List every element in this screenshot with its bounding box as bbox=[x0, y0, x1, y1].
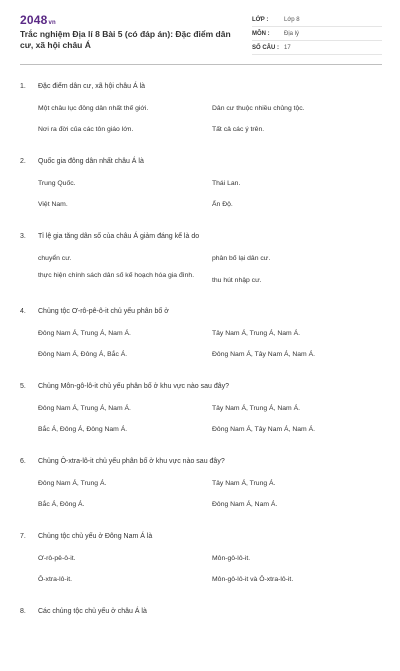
answer-option[interactable]: Việt Nam. bbox=[38, 201, 68, 208]
question-text: Chủng Ô-xtra-lô-it chủ yếu phân bố ở khu vực nào sau đây? bbox=[38, 458, 225, 465]
question-number: 6. bbox=[20, 458, 26, 465]
answer-option[interactable]: Tây Nam Á, Trung Á, Nam Á. bbox=[212, 330, 301, 337]
answer-option[interactable]: Đông Nam Á, Nam Á. bbox=[212, 501, 278, 508]
answer-option[interactable]: Bắc Á, Đông Á. bbox=[38, 501, 85, 508]
question-number: 2. bbox=[20, 158, 26, 165]
answer-option[interactable]: Thái Lan. bbox=[212, 180, 241, 187]
question-text: Tỉ lệ gia tăng dân số của châu Á giảm đáng kể là do bbox=[38, 233, 200, 240]
question-number: 3. bbox=[20, 233, 26, 240]
question-number: 8. bbox=[20, 608, 26, 615]
answer-option[interactable]: Đông Nam Á, Đông Á, Bắc Á. bbox=[38, 351, 128, 358]
quiz-info-panel bbox=[252, 13, 382, 55]
answer-option[interactable]: thực hiện chính sách dân số kế hoạch hóa gia đình. bbox=[38, 272, 195, 279]
page-title: Trắc nghiệm Địa lí 8 Bài 5 (có đáp án): Đặc điểm dân cư, xã hội châu Á bbox=[20, 29, 231, 50]
page-header bbox=[0, 0, 400, 62]
answer-option[interactable]: Đông Nam Á, Trung Á, Nam Á. bbox=[38, 405, 131, 412]
info-value: Địa lý bbox=[284, 30, 300, 37]
question-1 bbox=[0, 71, 400, 146]
answer-option[interactable]: Môn-gô-lô-it và Ô-xtra-lô-it. bbox=[212, 576, 294, 583]
answer-option[interactable]: Đông Nam Á, Tây Nam Á, Nam Á. bbox=[212, 426, 315, 433]
question-2 bbox=[0, 146, 400, 221]
answer-option[interactable]: Tất cả các ý trên. bbox=[212, 126, 265, 133]
answer-option[interactable]: Đông Nam Á, Tây Nam Á, Nam Á. bbox=[212, 351, 315, 358]
answer-option[interactable]: Ấn Độ. bbox=[212, 201, 233, 208]
answer-option[interactable]: Dân cư thuộc nhiều chủng tộc. bbox=[212, 105, 305, 112]
question-number: 1. bbox=[20, 83, 26, 90]
answer-option[interactable]: chuyển cư. bbox=[38, 255, 72, 262]
answer-option[interactable]: Ơ-rô-pê-ô-it. bbox=[38, 555, 76, 562]
question-3 bbox=[0, 221, 400, 296]
question-6 bbox=[0, 446, 400, 521]
answer-option[interactable]: Tây Nam Á, Trung Á, Nam Á. bbox=[212, 405, 301, 412]
site-logo[interactable]: 2048vn bbox=[20, 13, 56, 27]
info-value: 17 bbox=[284, 44, 291, 51]
question-text: Chủng tộc Ơ-rô-pê-ô-it chủ yếu phân bố ở bbox=[38, 308, 169, 315]
answer-option[interactable]: thu hút nhập cư. bbox=[212, 277, 262, 284]
info-label: MÔN : bbox=[252, 30, 270, 37]
question-number: 4. bbox=[20, 308, 26, 315]
info-row-subject bbox=[252, 27, 382, 41]
question-7 bbox=[0, 521, 400, 596]
answer-option[interactable]: Đông Nam Á, Trung Á. bbox=[38, 480, 107, 487]
answer-option[interactable]: Trung Quốc. bbox=[38, 180, 76, 187]
answer-option[interactable]: Môn-gô-lô-it. bbox=[212, 555, 251, 562]
question-text: Quốc gia đông dân nhất châu Á là bbox=[38, 158, 144, 165]
info-row-count bbox=[252, 41, 382, 55]
question-list bbox=[0, 71, 400, 671]
answer-option[interactable]: Nơi ra đời của các tôn giáo lớn. bbox=[38, 126, 134, 133]
answer-option[interactable]: Bắc Á, Đông Á, Đông Nam Á. bbox=[38, 426, 128, 433]
question-text: Các chủng tộc chủ yếu ở châu Á là bbox=[38, 608, 147, 615]
question-4 bbox=[0, 296, 400, 371]
answer-option[interactable]: Một châu lục đông dân nhất thế giới. bbox=[38, 105, 149, 112]
question-number: 5. bbox=[20, 383, 26, 390]
question-number: 7. bbox=[20, 533, 26, 540]
info-row-class bbox=[252, 13, 382, 27]
answer-option[interactable]: Tây Nam Á, Trung Á. bbox=[212, 480, 276, 487]
info-label: SỐ CÂU : bbox=[252, 44, 279, 51]
question-text: Chủng Môn-gô-lô-it chủ yếu phân bố ở khu vực nào sau đây? bbox=[38, 383, 230, 390]
logo-suffix: vn bbox=[48, 20, 56, 26]
info-value: Lớp 8 bbox=[284, 16, 300, 23]
question-text: Chủng tộc chủ yếu ở Đông Nam Á là bbox=[38, 533, 153, 540]
info-label: LỚP : bbox=[252, 16, 269, 23]
answer-option[interactable]: Ô-xtra-lô-it. bbox=[38, 576, 72, 583]
answer-option[interactable]: phân bố lại dân cư. bbox=[212, 255, 271, 262]
question-text: Đặc điểm dân cư, xã hội châu Á là bbox=[38, 83, 146, 90]
question-8 bbox=[0, 596, 400, 671]
header-divider bbox=[20, 64, 382, 65]
answer-option[interactable]: Đông Nam Á, Trung Á, Nam Á. bbox=[38, 330, 131, 337]
question-5 bbox=[0, 371, 400, 446]
